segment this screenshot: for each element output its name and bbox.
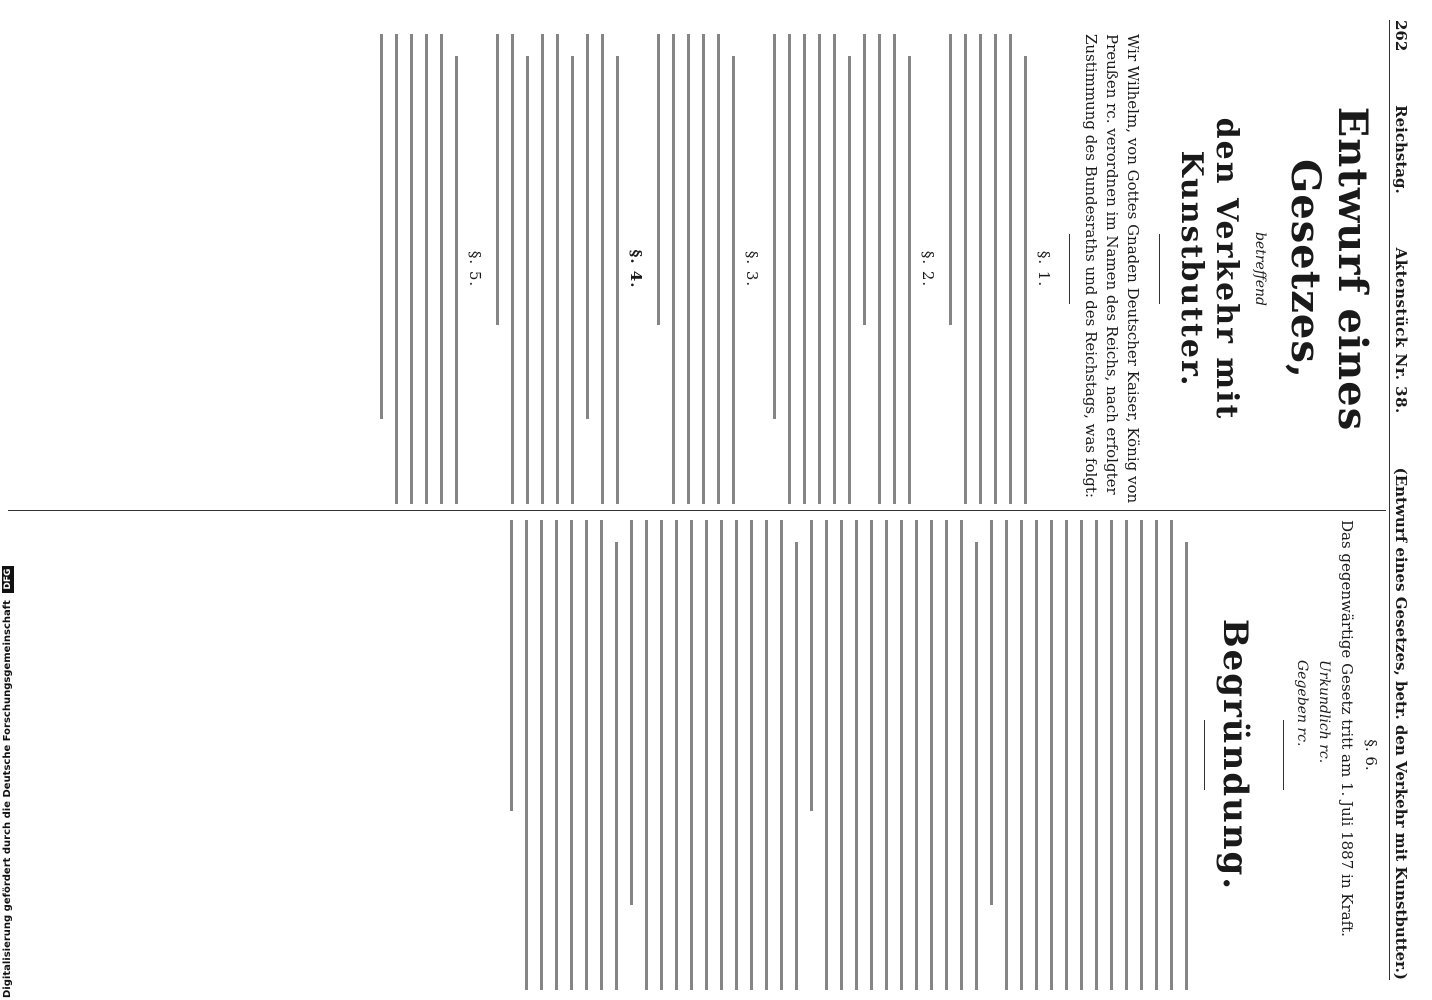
section-4-heading: §. 4. xyxy=(627,249,645,289)
section-5-body xyxy=(380,34,458,504)
gegeben: Gegeben rc. xyxy=(1294,660,1310,747)
section-3-body xyxy=(657,34,735,504)
section-5-heading: §. 5. xyxy=(466,250,484,288)
section-2-heading: §. 2. xyxy=(919,250,937,288)
begruendung-rule xyxy=(1204,720,1205,790)
right-column xyxy=(6,520,1380,990)
title-rule xyxy=(1159,234,1160,304)
document-title: Entwurf eines Gesetzes, xyxy=(1282,106,1376,432)
header-right: (Entwurf eines Gesetzes, betr. den Verkehr mit Kunstbutter.) xyxy=(1392,467,1410,980)
begruendung-title: Begründung. xyxy=(1215,618,1255,892)
footer-text: Digitalisierung gefördert durch die Deutsche Forschungsgemeinschaft xyxy=(2,600,13,998)
digitization-footer xyxy=(2,566,14,998)
section-1-body xyxy=(949,34,1027,504)
header-left: Reichstag. xyxy=(1392,105,1410,194)
document-subtitle: den Verkehr mit Kunstbutter. xyxy=(1174,117,1244,421)
section-6-text: Das gegenwärtige Gesetz tritt am 1. Juli 1887 in Kraft. xyxy=(1338,520,1356,937)
left-column xyxy=(6,34,1380,504)
betreffend-label: betreffend xyxy=(1252,231,1268,307)
section-3-heading: §. 3. xyxy=(743,250,761,288)
section-1-heading: §. 1. xyxy=(1035,250,1053,288)
section-6 xyxy=(1338,520,1380,990)
law-end-rule xyxy=(1283,720,1284,790)
header-middle: Aktenstück Nr. 38. xyxy=(1392,247,1410,414)
preamble: Wir Wilhelm, von Gottes Gnaden Deutscher Kaiser, König von Preußen rc. verordnen im Namen des Reichs, nach erfolgter Zustimmung des Bundesraths und des Reichstags, was folgt: xyxy=(1082,34,1142,504)
dfg-logo: DFG xyxy=(2,566,14,593)
section-2-body xyxy=(773,34,911,504)
begruendung-body xyxy=(510,520,1188,990)
urkundlich: Urkundlich rc. xyxy=(1316,660,1332,764)
preamble-rule xyxy=(1069,234,1070,304)
column-divider xyxy=(8,510,1386,511)
running-header xyxy=(1389,20,1412,980)
page-number: 262 xyxy=(1392,20,1410,52)
section-6-heading: §. 6. xyxy=(1362,739,1380,771)
section-4-body xyxy=(496,34,619,504)
